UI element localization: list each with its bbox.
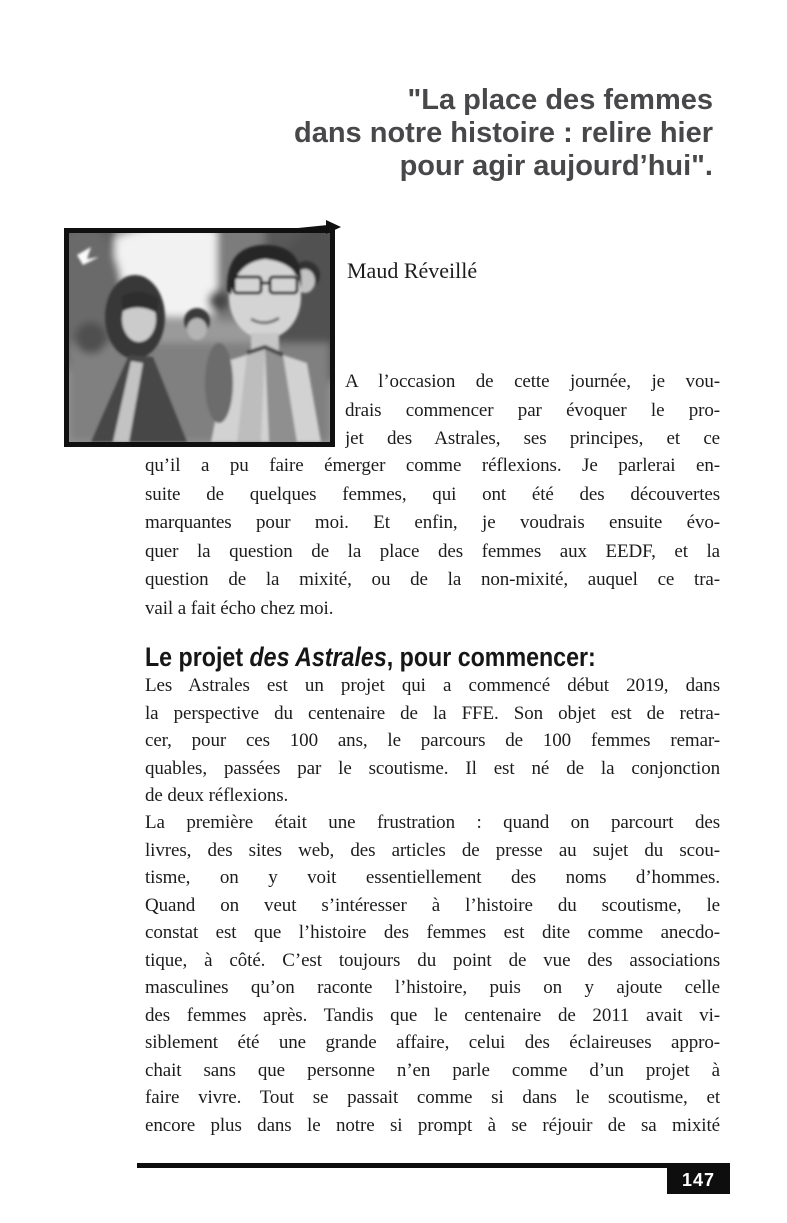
paragraph-1 <box>145 452 720 623</box>
text-line: la perspective du centenaire de la FFE. Son objet est de retra- <box>145 702 720 724</box>
section-heading-text: , pour commencer: <box>386 642 596 672</box>
page-title <box>294 84 713 183</box>
text-line: tique, à côté. C’est toujours du point de vue des associations <box>145 949 720 971</box>
text-line: quables, passées par le scoutisme. Il est né de la conjonction <box>145 757 720 779</box>
title-line: pour agir aujourd’hui". <box>399 150 713 182</box>
text-line: marquantes pour moi. Et enfin, je voudrais ensuite évo- <box>145 512 720 533</box>
crowd-photo-image <box>69 233 330 442</box>
paragraph-2 <box>145 672 720 810</box>
text-line: masculines qu’on raconte l’histoire, puis on y ajoute celle <box>145 977 720 998</box>
text-line: faire vivre. Tout se passait comme si dans le scoutisme, et <box>145 1087 720 1108</box>
footer-rule <box>137 1163 730 1168</box>
text-line: question de la mixité, ou de la non-mixité, auquel ce tra- <box>145 569 720 590</box>
text-line: livres, des sites web, des articles de presse au sujet du scou- <box>145 839 720 861</box>
text-line: chait sans que personne n’en parle comme d’un projet à <box>145 1059 720 1081</box>
author-name: Maud Réveillé <box>347 258 478 283</box>
text-line: tisme, on y voit essentiellement des noms d’hommes. <box>145 867 720 888</box>
text-line: encore plus dans le notre si prompt à se réjouir de sa mixité <box>145 1114 720 1136</box>
text-line: La première était une frustration : quand on parcourt des <box>145 812 720 833</box>
text-line: des femmes après. Tandis que le centenaire de 2011 avait vi- <box>145 1004 720 1026</box>
text-line: jet des Astrales, ses principes, et ce <box>345 428 720 449</box>
text-line: A l’occasion de cette journée, je vou- <box>345 371 720 392</box>
paragraph-beside-photo <box>345 368 720 454</box>
text-line: qu’il a pu faire émerger comme réflexions. Je parlerai en- <box>145 455 720 476</box>
text-line: Quand on veut s’intéresser à l’histoire du scoutisme, le <box>145 894 720 916</box>
text-line: cer, pour ces 100 ans, le parcours de 100 femmes remar- <box>145 730 720 751</box>
text-line: de deux réflexions. <box>145 785 289 806</box>
section-heading-text: Le projet <box>145 642 250 672</box>
paragraph-3 <box>145 809 720 1139</box>
text-line: siblement été une grande affaire, celui des éclaireuses appro- <box>145 1032 720 1053</box>
text-line: suite de quelques femmes, qui ont été des découvertes <box>145 483 720 505</box>
text-line: constat est que l’histoire des femmes est dite comme anecdo- <box>145 922 720 943</box>
text-line: quer la question de la place des femmes aux EEDF, et la <box>145 540 720 562</box>
text-line: Les Astrales est un projet qui a commencé début 2019, dans <box>145 675 720 696</box>
arrow-right-icon <box>288 219 342 236</box>
article-photo <box>64 228 335 447</box>
section-heading-italic: des Astrales <box>249 642 387 672</box>
text-line: drais commencer par évoquer le pro- <box>345 399 720 421</box>
section-heading <box>145 642 596 672</box>
title-line: "La place des femmes <box>407 84 713 116</box>
text-line: vail a fait écho chez moi. <box>145 597 334 619</box>
title-line: dans notre histoire : relire hier <box>294 117 713 149</box>
page-number: 147 <box>667 1166 730 1194</box>
